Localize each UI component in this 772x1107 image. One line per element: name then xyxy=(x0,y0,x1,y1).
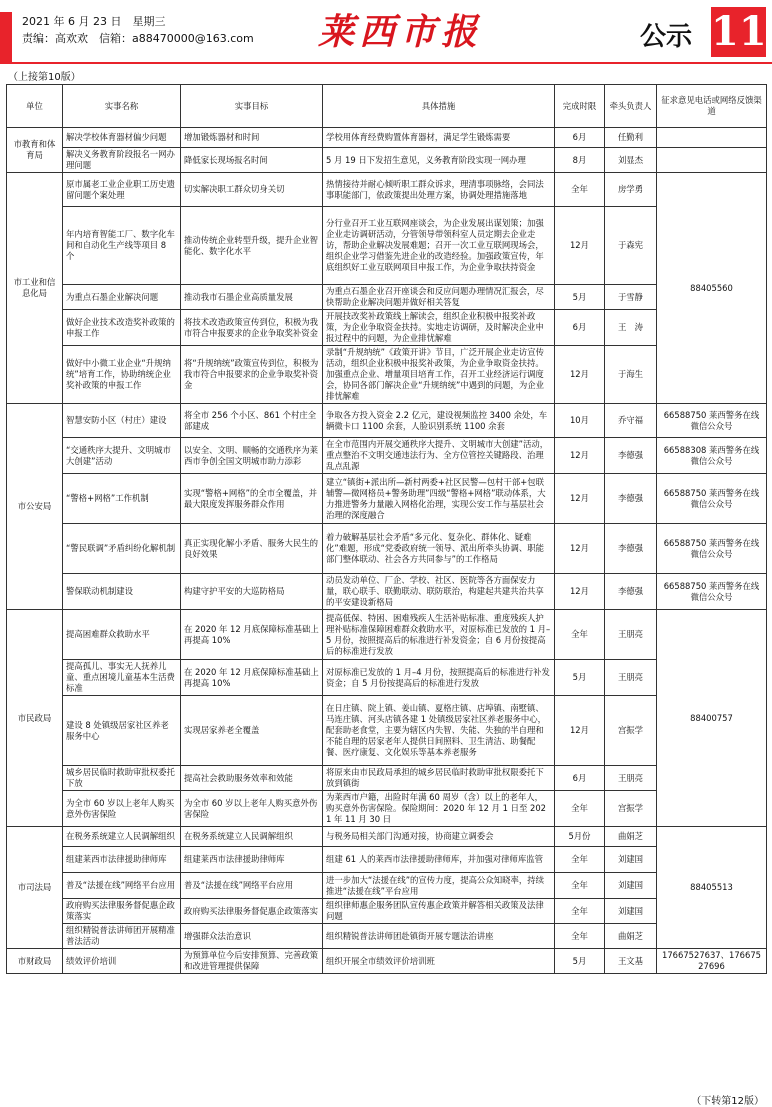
lead-person-cell: 曲娟芝 xyxy=(605,924,657,949)
col-header-name: 实事名称 xyxy=(63,85,181,128)
contact-cell: 88405513 xyxy=(657,827,767,949)
table-row xyxy=(7,949,767,974)
lead-person-cell: 乔守福 xyxy=(605,404,657,438)
contact-cell: 17667527637、17667527696 xyxy=(657,949,767,974)
table-row xyxy=(7,346,767,404)
task-name-cell: 解决学校体育器材偏少问题 xyxy=(63,128,181,148)
task-measures-cell: 对原标准已发放的 1 月–4 月份，按照提高后的标准进行补发资金；自 5 月份按提高后的标准进行发放 xyxy=(323,660,555,696)
deadline-cell: 全年 xyxy=(555,791,605,827)
table-row xyxy=(7,474,767,524)
table-row xyxy=(7,827,767,847)
task-measures-cell: 为重点石墨企业召开座谈会和反应问题办理情况汇报会，尽快帮助企业解决问题并做好相关答复 xyxy=(323,285,555,310)
deadline-cell: 全年 xyxy=(555,610,605,660)
task-name-cell: 警保联动机制建设 xyxy=(63,574,181,610)
deadline-cell: 5月 xyxy=(555,285,605,310)
contact-cell: 66588750 莱西警务在线微信公众号 xyxy=(657,574,767,610)
task-goal-cell: 为全市 60 岁以上老年人购买意外伤害保险 xyxy=(181,791,323,827)
task-goal-cell: 真正实现化解小矛盾、服务大民生的良好效果 xyxy=(181,524,323,574)
task-measures-cell: 组织律师惠企服务团队宣传惠企政策并解答相关政策及法律问题 xyxy=(323,899,555,924)
task-name-cell: 为重点石墨企业解决问题 xyxy=(63,285,181,310)
table-row xyxy=(7,847,767,873)
table-row xyxy=(7,285,767,310)
task-goal-cell: 切实解决职工群众切身关切 xyxy=(181,173,323,207)
lead-person-cell: 王朋亮 xyxy=(605,766,657,791)
table-row xyxy=(7,173,767,207)
deadline-cell: 6月 xyxy=(555,766,605,791)
task-name-cell: 在税务系统建立人民调解组织 xyxy=(63,827,181,847)
lead-person-cell: 王朋亮 xyxy=(605,610,657,660)
lead-person-cell: 刘建国 xyxy=(605,873,657,899)
table-row xyxy=(7,899,767,924)
table-row xyxy=(7,660,767,696)
task-name-cell: 政府购买法律服务督促惠企政策落实 xyxy=(63,899,181,924)
lead-person-cell: 王文基 xyxy=(605,949,657,974)
lead-person-cell: 刘显杰 xyxy=(605,148,657,173)
task-measures-cell: 热情接待并耐心倾听职工群众诉求，理清事项脉络，会同法事职能部门，依政策提出处理方案，协调处理措施落地 xyxy=(323,173,555,207)
unit-cell: 市教育和体育局 xyxy=(7,128,63,173)
task-name-cell: 年内培育智能工厂、数字化车间和自动化生产线等项目 8 个 xyxy=(63,207,181,285)
lead-person-cell: 王朋亮 xyxy=(605,660,657,696)
task-name-cell: 建设 8 处镇级居家社区养老服务中心 xyxy=(63,696,181,766)
table-row xyxy=(7,610,767,660)
deadline-cell: 6月 xyxy=(555,310,605,346)
lead-person-cell: 李德强 xyxy=(605,438,657,474)
task-goal-cell: 增加锻炼器材和时间 xyxy=(181,128,323,148)
task-goal-cell: 降低家长现场报名时间 xyxy=(181,148,323,173)
task-goal-cell: 在税务系统建立人民调解组织 xyxy=(181,827,323,847)
contact-cell xyxy=(657,148,767,173)
col-header-lead: 牵头负责人 xyxy=(605,85,657,128)
contact-cell: 88405560 xyxy=(657,173,767,404)
contact-cell: 88400757 xyxy=(657,610,767,827)
task-goal-cell: 政府购买法律服务督促惠企政策落实 xyxy=(181,899,323,924)
task-measures-cell: 建立“镇街+派出所—新村两委+社区民警—包村干部+包联辅警—微网格员+警务助理”四级“警格+网格”联动体系，大力推进警务力量融入网格化治理，实现公安工作与基层社会治理的深度融合 xyxy=(323,474,555,524)
lead-person-cell: 刘建国 xyxy=(605,847,657,873)
deadline-cell: 12月 xyxy=(555,438,605,474)
task-name-cell: 提高困难群众救助水平 xyxy=(63,610,181,660)
lead-person-cell: 曲娟芝 xyxy=(605,827,657,847)
table-row xyxy=(7,574,767,610)
contact-cell: 66588750 莱西警务在线微信公众号 xyxy=(657,524,767,574)
task-measures-cell: 组织开展全市绩效评价培训班 xyxy=(323,949,555,974)
task-measures-cell: 争取各方投入资金 2.2 亿元，建设视频监控 3400 余处，车辆微卡口 1100 余套，人脸识别系统 1100 余套 xyxy=(323,404,555,438)
deadline-cell: 5月 xyxy=(555,660,605,696)
section-title: 公示 xyxy=(640,22,693,52)
task-measures-cell: 组织精锐普法讲师团赴镇街开展专题法治讲座 xyxy=(323,924,555,949)
col-header-goal: 实事目标 xyxy=(181,85,323,128)
task-name-cell: 组织精锐普法讲师团开展精准普法活动 xyxy=(63,924,181,949)
lead-person-cell: 任勤利 xyxy=(605,128,657,148)
lead-person-cell: 于海生 xyxy=(605,346,657,404)
task-name-cell: 组建莱西市法律援助律师库 xyxy=(63,847,181,873)
task-goal-cell: 将全市 256 个小区、861 个村庄全部建成 xyxy=(181,404,323,438)
task-name-cell: 智慧安防小区（村庄）建设 xyxy=(63,404,181,438)
lead-person-cell: 李德强 xyxy=(605,574,657,610)
col-header-deadline: 完成时限 xyxy=(555,85,605,128)
task-name-cell: 为全市 60 岁以上老年人购买意外伤害保险 xyxy=(63,791,181,827)
task-measures-cell: 进一步加大“法援在线”的宣传力度，提高公众知晓率，持续推进“法援在线”平台应用 xyxy=(323,873,555,899)
header-divider xyxy=(0,62,772,64)
task-measures-cell: 动员发动单位、厂企、学校、社区、医院等各方面保安力量，联心联手、联勤联动、联防联治，构建起共建共治共享的平安建设新格局 xyxy=(323,574,555,610)
task-name-cell: 提高孤儿、事实无人抚养儿童、重点困境儿童基本生活费标准 xyxy=(63,660,181,696)
task-measures-cell: 录制“升规纳统”《政策开讲》节目，广泛开展企业走访宣传活动，组织企业积极申报奖补政策，为企业争取资金扶持。加强重点企业、增量项目培育工作，召开工业经济运行调度会，协同各部门解决企业“升规纳统”中遇到的问题，为企业排忧解难 xyxy=(323,346,555,404)
deadline-cell: 12月 xyxy=(555,346,605,404)
table-header-row xyxy=(7,85,767,128)
task-name-cell: 原市属老工业企业职工历史遗留问题个案处理 xyxy=(63,173,181,207)
task-goal-cell: 组建莱西市法律援助律师库 xyxy=(181,847,323,873)
deadline-cell: 6月 xyxy=(555,128,605,148)
task-goal-cell: 将技术改造政策宣传到位，积极为我市符合申报要求的企业争取奖补资金 xyxy=(181,310,323,346)
task-measures-cell: 5 月 19 日下发招生意见，义务教育阶段实现一网办理 xyxy=(323,148,555,173)
task-measures-cell: 在日庄镇、院上镇、姜山镇、夏格庄镇、店埠镇、南墅镇、马连庄镇、河头店镇各建 1 处镇级居家社区养老服务中心，配套助老食堂，主要为辖区内失智、失能、失独的半自理和不能自理的居家老年人提供日间照料、卫生清洁、助餐配餐、医疗康复、文化娱乐等基本养老服务 xyxy=(323,696,555,766)
task-measures-cell: 学校用体育经费购置体育器材，满足学生锻炼需要 xyxy=(323,128,555,148)
deadline-cell: 8月 xyxy=(555,148,605,173)
deadline-cell: 全年 xyxy=(555,924,605,949)
contact-cell xyxy=(657,128,767,148)
table-row xyxy=(7,924,767,949)
task-goal-cell: 为预算单位今后安排预算、完善政策和改进管理提供保障 xyxy=(181,949,323,974)
newspaper-masthead: 莱西市报 xyxy=(318,11,483,53)
task-goal-cell: 构建守护平安的大巡防格局 xyxy=(181,574,323,610)
deadline-cell: 10月 xyxy=(555,404,605,438)
lead-person-cell: 于雪静 xyxy=(605,285,657,310)
task-goal-cell: 在 2020 年 12 月底保障标准基础上再提高 10% xyxy=(181,610,323,660)
lead-person-cell: 房学勇 xyxy=(605,173,657,207)
task-goal-cell: 增强群众法治意识 xyxy=(181,924,323,949)
unit-cell: 市司法局 xyxy=(7,827,63,949)
page-number: 11 xyxy=(711,8,767,55)
task-measures-cell: 将原来由市民政局承担的城乡居民临时救助审批权限委托下放到镇街 xyxy=(323,766,555,791)
deadline-cell: 全年 xyxy=(555,173,605,207)
contact-cell: 66588750 莱西警务在线微信公众号 xyxy=(657,404,767,438)
task-goal-cell: 实现居家养老全覆盖 xyxy=(181,696,323,766)
deadline-cell: 5月 xyxy=(555,949,605,974)
issue-date: 2021 年 6 月 23 日 星期三 xyxy=(22,15,166,28)
lead-person-cell: 李德强 xyxy=(605,474,657,524)
task-goal-cell: 推动我市石墨企业高质量发展 xyxy=(181,285,323,310)
table-row xyxy=(7,128,767,148)
task-goal-cell: 提高社会救助服务效率和效能 xyxy=(181,766,323,791)
contact-cell: 66588750 莱西警务在线微信公众号 xyxy=(657,474,767,524)
unit-cell: 市民政局 xyxy=(7,610,63,827)
lead-person-cell: 王 涛 xyxy=(605,310,657,346)
unit-cell: 市公安局 xyxy=(7,404,63,610)
task-measures-cell: 着力破解基层社会矛盾“多元化、复杂化、群体化、疑难化”难题，形成“党委政府统一领导、派出所牵头协调、职能部门整体联动、社会各方共同参与”的工作格局 xyxy=(323,524,555,574)
task-measures-cell: 提高低保、特困、困难残疾人生活补贴标准、重度残疾人护理补贴标准保障困难群众救助水平，对原标准已发放的 1 月–5 月份，按照提高后的标准进行补发资金；自 6 月份按提高后的标准进行发放 xyxy=(323,610,555,660)
col-header-measures: 具体措施 xyxy=(323,85,555,128)
task-name-cell: 做好中小微工业企业“升规纳统”培育工作，协助纳统企业奖补政策的申报工作 xyxy=(63,346,181,404)
deadline-cell: 全年 xyxy=(555,873,605,899)
task-name-cell: 普及“法援在线”网络平台应用 xyxy=(63,873,181,899)
task-name-cell: “交通秩序大提升、文明城市大创建”活动 xyxy=(63,438,181,474)
lead-person-cell: 宫振学 xyxy=(605,696,657,766)
lead-person-cell: 刘建国 xyxy=(605,899,657,924)
continued-from-note: （上接第10版） xyxy=(8,72,81,83)
table-row xyxy=(7,207,767,285)
table-body xyxy=(7,128,767,974)
col-header-contact: 征求意见电话或网络反馈渠道 xyxy=(657,85,767,128)
table-row xyxy=(7,696,767,766)
table-row xyxy=(7,438,767,474)
task-goal-cell: 将“升规纳统”政策宣传到位，积极为我市符合申报要求的企业争取奖补资金 xyxy=(181,346,323,404)
table-row xyxy=(7,310,767,346)
task-goal-cell: 普及“法援在线”网络平台应用 xyxy=(181,873,323,899)
task-name-cell: “警民联调”矛盾纠纷化解机制 xyxy=(63,524,181,574)
unit-cell: 市财政局 xyxy=(7,949,63,974)
table-row xyxy=(7,404,767,438)
deadline-cell: 12月 xyxy=(555,696,605,766)
task-goal-cell: 实现“警格+网格”的全市全覆盖，并最大限度发挥服务群众作用 xyxy=(181,474,323,524)
deadline-cell: 12月 xyxy=(555,574,605,610)
deadline-cell: 全年 xyxy=(555,847,605,873)
lead-person-cell: 宫振学 xyxy=(605,791,657,827)
lead-person-cell: 于森宪 xyxy=(605,207,657,285)
editor-info: 责编：高欢欢 信箱：a88470000@163.com xyxy=(22,32,254,45)
task-goal-cell: 以安全、文明、顺畅的交通秩序为莱西市争创全国文明城市助力添彩 xyxy=(181,438,323,474)
deadline-cell: 全年 xyxy=(555,899,605,924)
lead-person-cell: 李德强 xyxy=(605,524,657,574)
task-goal-cell: 推动传统企业转型升级，提升企业智能化、数字化水平 xyxy=(181,207,323,285)
deadline-cell: 12月 xyxy=(555,474,605,524)
task-name-cell: “警格+网格”工作机制 xyxy=(63,474,181,524)
task-goal-cell: 在 2020 年 12 月底保障标准基础上再提高 10% xyxy=(181,660,323,696)
table-row xyxy=(7,791,767,827)
deadline-cell: 5月份 xyxy=(555,827,605,847)
continued-to-note: （下转第12版） xyxy=(691,1096,764,1107)
table-row xyxy=(7,873,767,899)
col-header-unit: 单位 xyxy=(7,85,63,128)
table-row xyxy=(7,524,767,574)
header-red-bar xyxy=(0,12,12,62)
practical-affairs-table xyxy=(6,84,767,974)
task-measures-cell: 为莱西市户籍，出险时年满 60 周岁（含）以上的老年人，购买意外伤害保险。保险期间：2020 年 12 月 1 日至 2021 年 11 月 30 日 xyxy=(323,791,555,827)
task-name-cell: 做好企业技术改造奖补政策的申报工作 xyxy=(63,310,181,346)
task-name-cell: 绩效评价培训 xyxy=(63,949,181,974)
task-measures-cell: 开展技改奖补政策线上解读会，组织企业积极申报奖补政策，为企业争取资金扶持。实地走访调研，及时解决企业申报过程中的问题，为企业排忧解难 xyxy=(323,310,555,346)
table-row xyxy=(7,766,767,791)
deadline-cell: 12月 xyxy=(555,207,605,285)
task-name-cell: 解决义务教育阶段报名一网办理问题 xyxy=(63,148,181,173)
task-measures-cell: 分行业召开工业互联网座谈会，为企业发展出谋划策；加强企业走访调研活动，分管领导带领科室人员定期去企业走访，帮助企业解决发展难题；召开一次工业互联网现场会，组织企业学习借鉴先进企业的改造经验。加强政策宣传，年底组织好工业互联网项目申报工作，为企业争取扶持资金 xyxy=(323,207,555,285)
table-row xyxy=(7,148,767,173)
contact-cell: 66588308 莱西警务在线微信公众号 xyxy=(657,438,767,474)
task-name-cell: 城乡居民临时救助审批权委托下放 xyxy=(63,766,181,791)
deadline-cell: 12月 xyxy=(555,524,605,574)
page-header xyxy=(0,0,772,62)
task-measures-cell: 组建 61 人的莱西市法律援助律师库，并加强对律师库监管 xyxy=(323,847,555,873)
unit-cell: 市工业和信息化局 xyxy=(7,173,63,404)
task-measures-cell: 与税务局相关部门沟通对接，协商建立调委会 xyxy=(323,827,555,847)
task-measures-cell: 在全市范围内开展交通秩序大提升、文明城市大创建”活动，重点整治不文明交通违法行为、全方位管控关键路段、治理乱点乱源 xyxy=(323,438,555,474)
